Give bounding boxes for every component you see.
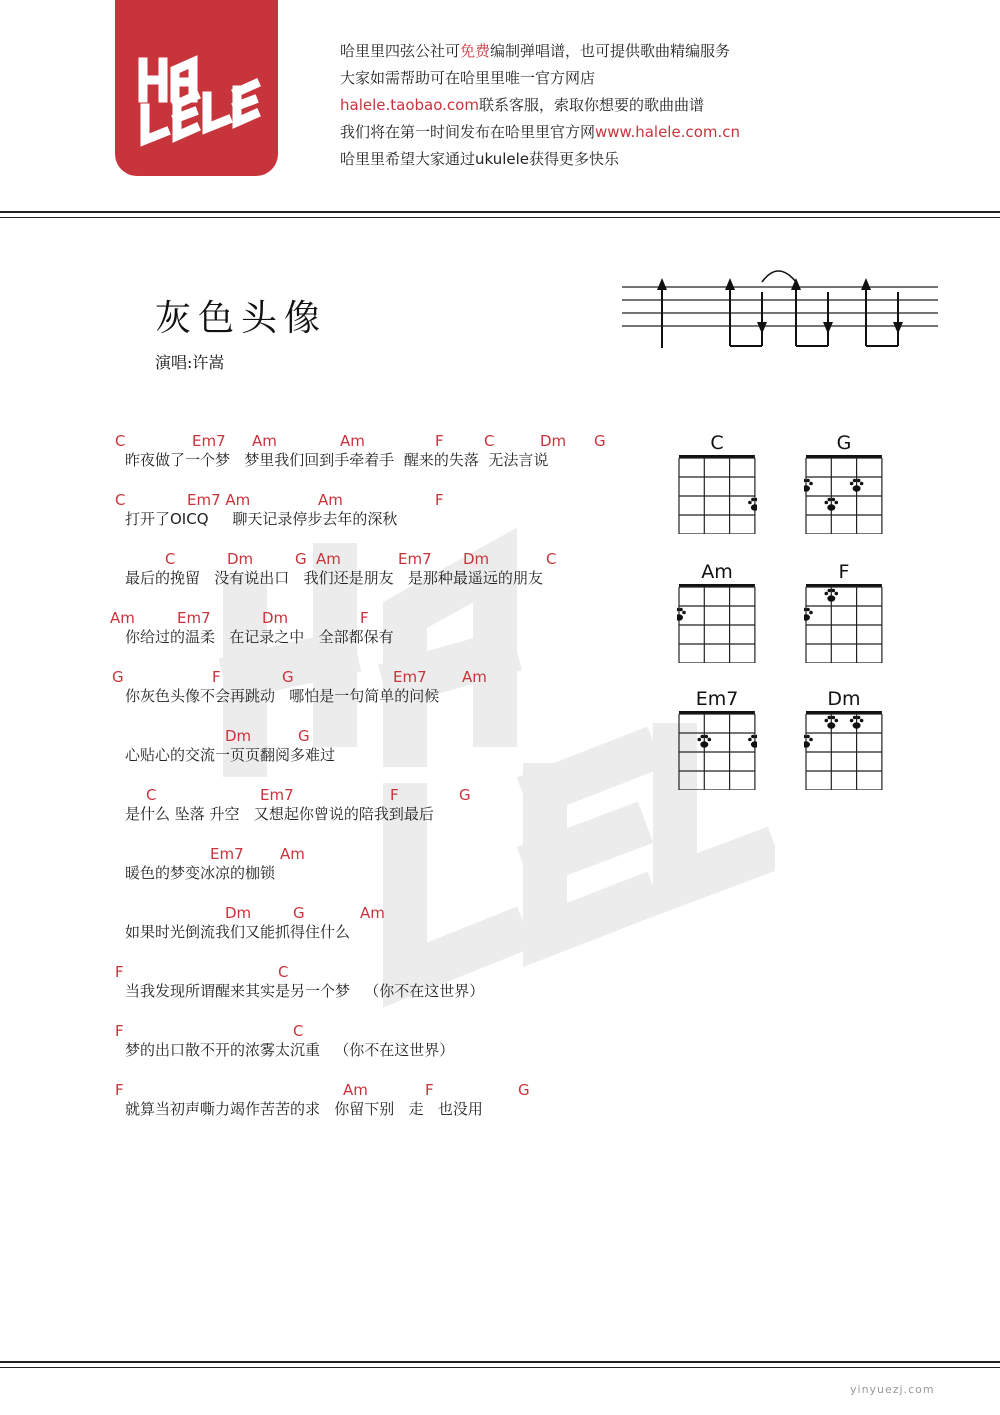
- chord-label: F: [115, 1081, 124, 1099]
- chord-diagram: [804, 561, 884, 661]
- lyric-line: [0, 1022, 640, 1072]
- chord-label: F: [360, 609, 369, 627]
- lyric-line: [0, 491, 640, 541]
- chord-label: Am: [318, 491, 343, 509]
- chord-label: Dm: [225, 904, 252, 922]
- chord-fretboard: [677, 454, 757, 534]
- header-info: [340, 38, 740, 173]
- lyric-line: [0, 668, 640, 718]
- chord-fretboard: [677, 710, 757, 790]
- finger-dot: [748, 498, 757, 511]
- chord-fretboard: [804, 454, 884, 534]
- chord-label: F: [435, 491, 444, 509]
- chord-label: Em7: [260, 786, 294, 804]
- chord-label: Am: [340, 432, 365, 450]
- finger-dot: [804, 479, 813, 492]
- lyric-text: 暖色的梦变冰凉的枷锁: [125, 864, 276, 882]
- chord-diagram: [677, 688, 757, 788]
- chord-label: Em7: [393, 668, 427, 686]
- chord-label: G: [282, 668, 294, 686]
- header-line-4: 我们将在第一时间发布在哈里里官方网www.halele.com.cn: [340, 123, 741, 141]
- footer-rule-thin: [0, 1367, 1000, 1368]
- finger-dot: [677, 608, 686, 621]
- lyric-text: 就算当初声嘶力竭作苦苦的求 你留下别 走 也没用: [125, 1100, 483, 1118]
- chord-diagram-name: Em7: [695, 688, 739, 710]
- lyric-text: 心贴心的交流一页页翻阅多难过: [125, 746, 336, 764]
- finger-dot: [804, 735, 813, 748]
- chord-label: Em7 Am: [187, 491, 251, 509]
- chord-label: F: [115, 963, 124, 981]
- lyric-line: [0, 963, 640, 1013]
- chord-label: C: [115, 432, 126, 450]
- chord-label: F: [435, 432, 444, 450]
- chord-label: C: [278, 963, 289, 981]
- chord-label: C: [484, 432, 495, 450]
- chord-label: Em7: [398, 550, 432, 568]
- chord-diagram-name: C: [710, 432, 724, 454]
- lyric-line: [0, 550, 640, 600]
- chord-diagram: [677, 561, 757, 661]
- lyric-text: 梦的出口散不开的浓雾太沉重 （你不在这世界）: [125, 1041, 455, 1059]
- chord-label: Em7: [192, 432, 226, 450]
- lyric-text: 当我发现所谓醒来其实是另一个梦 （你不在这世界）: [125, 982, 485, 1000]
- chord-label: C: [115, 491, 126, 509]
- lyric-text: 如果时光倒流我们又能抓得住什么: [125, 923, 351, 941]
- chord-diagram-name: F: [838, 561, 850, 583]
- chord-label: Am: [110, 609, 135, 627]
- header-line-5: 哈里里希望大家通过ukulele获得更多快乐: [340, 150, 620, 168]
- chord-diagram: [804, 688, 884, 788]
- chord-fretboard: [804, 583, 884, 663]
- song-title: 灰色头像: [155, 298, 328, 339]
- chord-label: C: [546, 550, 557, 568]
- chord-diagram-name: Am: [701, 561, 733, 583]
- chord-fretboard: [677, 583, 757, 663]
- chord-label: Am: [252, 432, 277, 450]
- lyric-text: 昨夜做了一个梦 梦里我们回到手牵着手 醒来的失落 无法言说: [125, 451, 549, 469]
- lyric-text: 你灰色头像不会再跳动 哪怕是一句简单的问候: [125, 687, 440, 705]
- chord-label: Am: [316, 550, 341, 568]
- chord-label: Dm: [227, 550, 254, 568]
- lyric-text: 最后的挽留 没有说出口 我们还是朋友 是那种最遥远的朋友: [125, 569, 543, 587]
- chord-label: Am: [360, 904, 385, 922]
- strum-pattern: [620, 262, 940, 352]
- singer: 演唱:许嵩: [155, 353, 225, 372]
- header-line-2: 大家如需帮助可在哈里里唯一官方网店: [340, 69, 596, 87]
- lyric-line: [0, 609, 640, 659]
- chord-label: C: [146, 786, 157, 804]
- finger-dot: [804, 608, 813, 621]
- chord-diagram-name: Dm: [827, 688, 861, 710]
- lyric-line: [0, 904, 640, 954]
- lyric-line: [0, 1081, 640, 1131]
- halele-logo-mark: [115, 0, 278, 176]
- chord-diagram-name: G: [836, 432, 852, 454]
- chord-label: Dm: [540, 432, 567, 450]
- chord-label: C: [293, 1022, 304, 1040]
- chord-label: G: [295, 550, 307, 568]
- lyric-line: [0, 727, 640, 777]
- chord-label: G: [594, 432, 606, 450]
- chord-diagram: [677, 432, 757, 532]
- chord-label: F: [425, 1081, 434, 1099]
- lyric-line: [0, 786, 640, 836]
- chord-label: Em7: [210, 845, 244, 863]
- chord-label: Am: [462, 668, 487, 686]
- chord-label: G: [112, 668, 124, 686]
- chord-label: F: [115, 1022, 124, 1040]
- chord-label: C: [165, 550, 176, 568]
- lyric-text: 打开了OICQ 聊天记录停步去年的深秋: [125, 510, 398, 528]
- lyric-line: [0, 845, 640, 895]
- lyric-line: [0, 432, 640, 482]
- chord-label: G: [298, 727, 310, 745]
- chord-label: F: [212, 668, 221, 686]
- chord-label: Dm: [463, 550, 490, 568]
- chord-label: G: [293, 904, 305, 922]
- header-rule-thick: [0, 211, 1000, 213]
- header-line-1: 哈里里四弦公社可免费编制弹唱谱，也可提供歌曲精编服务: [340, 42, 731, 60]
- chord-label: F: [390, 786, 399, 804]
- footer-rule-thick: [0, 1361, 1000, 1363]
- lyric-text: 是什么 坠落 升空 又想起你曾说的陪我到最后: [125, 805, 434, 823]
- chord-label: Am: [280, 845, 305, 863]
- chord-label: G: [518, 1081, 530, 1099]
- lyric-text: 你给过的温柔 在记录之中 全部都保有: [125, 628, 394, 646]
- chord-label: G: [459, 786, 471, 804]
- chord-label: Dm: [262, 609, 289, 627]
- halele-logo: [115, 0, 278, 176]
- chord-diagram: [804, 432, 884, 532]
- header-line-3: halele.taobao.com联系客服，索取你想要的歌曲曲谱: [340, 96, 704, 114]
- header-rule-thin: [0, 217, 1000, 218]
- chord-label: Dm: [225, 727, 252, 745]
- chord-label: Am: [343, 1081, 368, 1099]
- finger-dot: [748, 735, 757, 748]
- chord-fretboard: [804, 710, 884, 790]
- chord-label: Em7: [177, 609, 211, 627]
- footer-site: yinyuezj.com: [850, 1383, 935, 1396]
